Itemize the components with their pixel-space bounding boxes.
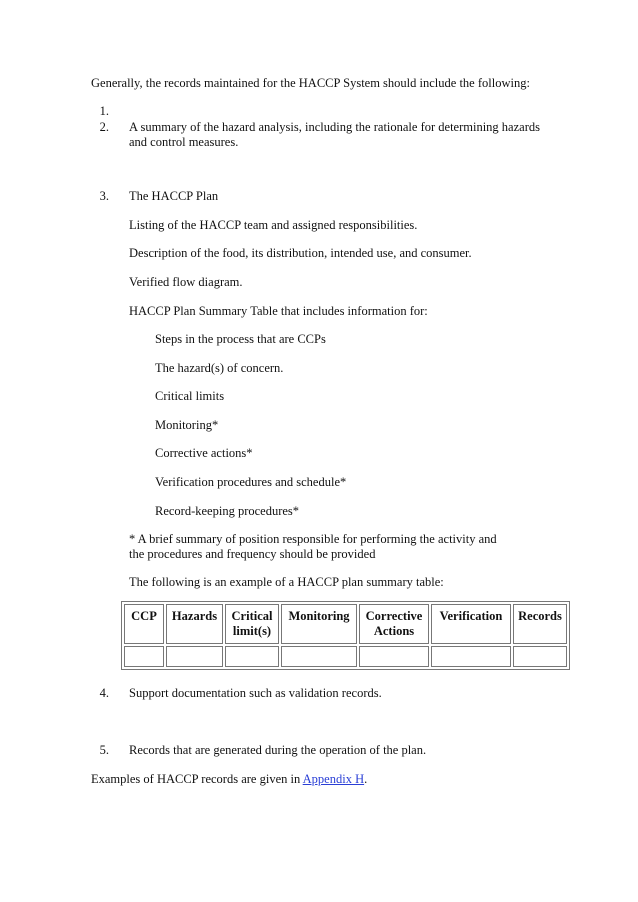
plan-line-summary-table: HACCP Plan Summary Table that includes information for: (129, 304, 428, 318)
plan-line-flow-diagram: Verified flow diagram. (129, 275, 243, 289)
table-cell-ccp (124, 646, 164, 667)
table-intro: The following is an example of a HACCP plan summary table: (129, 575, 444, 589)
list-item-support-documentation: Support documentation such as validation records. (129, 686, 382, 700)
list-item-haccp-plan: The HACCP Plan (129, 189, 219, 203)
plan-line-team: Listing of the HACCP team and assigned responsibilities. (129, 218, 418, 232)
summary-item-critical-limits: Critical limits (155, 389, 225, 403)
summary-item-record-keeping: Record-keeping procedures* (155, 504, 300, 518)
footnote: * A brief summary of position responsible for performing the activity and the procedures and frequency should be provided (129, 532, 497, 561)
header-ccp: CCP (124, 604, 164, 644)
list-item-hazard-analysis: A summary of the hazard analysis, including the rationale for determining hazards and control measures. (129, 120, 540, 149)
table-cell-hazards (166, 646, 223, 667)
appendix-h-link[interactable]: Appendix H (302, 772, 365, 786)
header-corrective-actions: Corrective Actions (359, 604, 429, 644)
closing-text: Examples of HACCP records are given in (91, 772, 303, 786)
list-number-1: 1. (99, 104, 109, 118)
header-hazards: Hazards (166, 604, 223, 644)
summary-item-hazards: The hazard(s) of concern. (155, 361, 284, 375)
summary-item-verification: Verification procedures and schedule* (155, 475, 347, 489)
table-cell-corrective-actions (359, 646, 429, 667)
table-cell-records (513, 646, 567, 667)
header-verification: Verification (431, 604, 511, 644)
intro-paragraph: Generally, the records maintained for the HACCP System should include the following: (91, 76, 530, 90)
plan-line-description: Description of the food, its distribution, intended use, and consumer. (129, 246, 472, 260)
header-monitoring: Monitoring (281, 604, 357, 644)
list-number-5: 5. (99, 743, 109, 757)
list-number-3: 3. (99, 189, 109, 203)
table-cell-critical-limits (225, 646, 279, 667)
list-number-2: 2. (99, 120, 109, 134)
header-records: Records (513, 604, 567, 644)
header-critical-limits: Critical limit(s) (225, 604, 279, 644)
summary-item-monitoring: Monitoring* (155, 418, 219, 432)
table-row (124, 646, 567, 667)
summary-item-corrective-actions: Corrective actions* (155, 446, 253, 460)
list-number-4: 4. (99, 686, 109, 700)
haccp-summary-table (121, 601, 570, 670)
closing-paragraph (91, 772, 367, 787)
table-cell-monitoring (281, 646, 357, 667)
list-item-operation-records: Records that are generated during the operation of the plan. (129, 743, 427, 757)
summary-item-ccp-steps: Steps in the process that are CCPs (155, 332, 326, 346)
closing-period: . (364, 772, 368, 786)
table-cell-verification (431, 646, 511, 667)
table-header-row (124, 604, 567, 644)
